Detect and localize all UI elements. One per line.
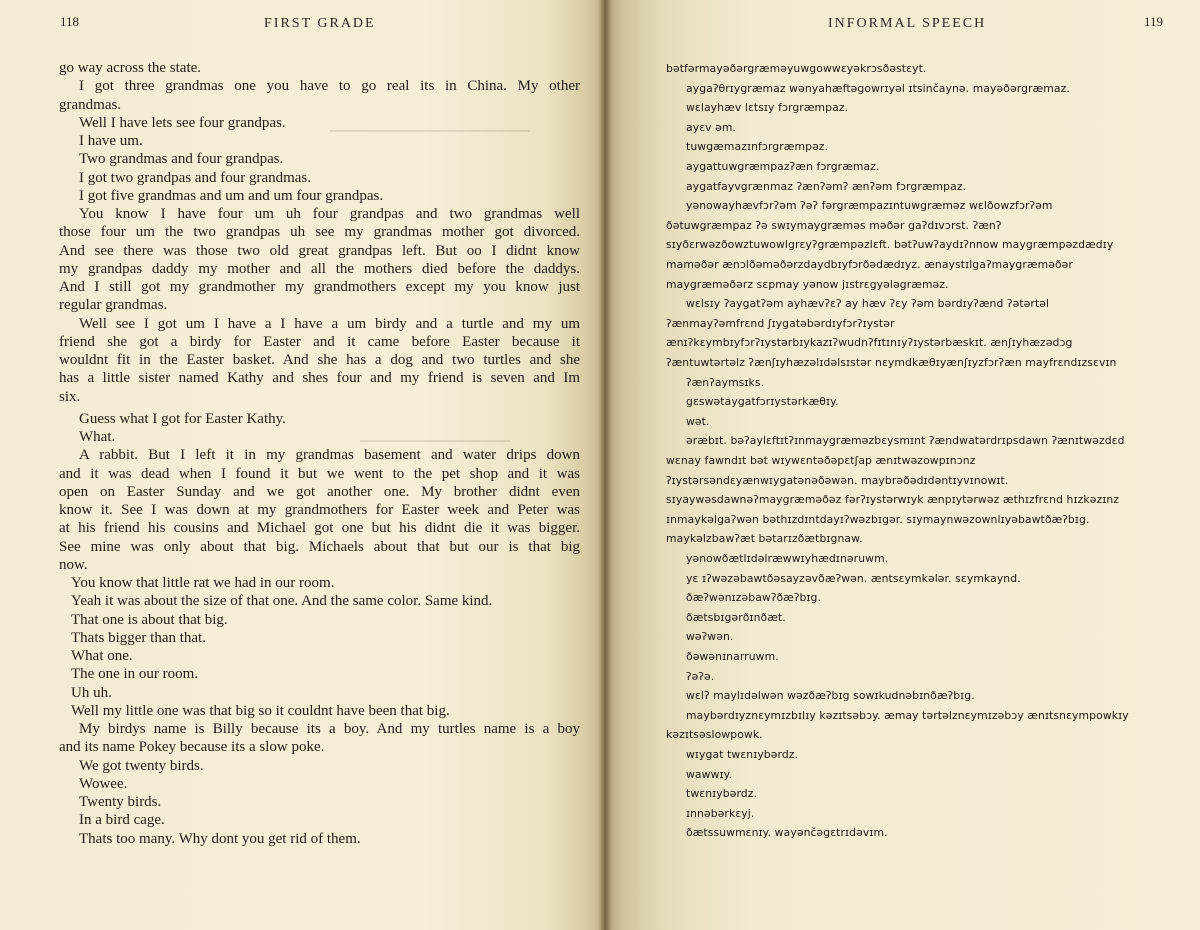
left-text-line: Two grandmas and four grandpas. <box>79 151 284 168</box>
right-text-line: ðətuwgræmpaz ʔə swɪymaygræməs məðər gaʔdɪvɔrst. ʔænʔ <box>666 218 1002 232</box>
right-text-line: twɛnɪybərdz. <box>686 787 758 801</box>
left-text-line: And see there was those two old great grandpas left. But oo I didnt know <box>59 242 580 259</box>
left-text-line: wouldnt fit in the Easter basket. And she has a dog and two turtles and she <box>59 352 580 368</box>
left-text-line: grandmas. <box>59 96 122 113</box>
right-text-line: yənowðætlɪdəlræwwɪyhædɪnəruwm. <box>686 552 889 565</box>
left-text-line: friend she got a birdy for Easter and it came before Easter because it <box>59 333 580 350</box>
right-text-line: aygattuwgræmpazʔæn fɔrgræmaz. <box>686 160 880 173</box>
left-text-line: See mine was only about that big. Michaels about that but our is that big <box>59 538 580 555</box>
left-text-line: and it was dead when I found it but we went to the pet shop and it was <box>59 465 580 482</box>
right-text-line: ayɛv əm. <box>686 120 737 134</box>
left-text-line: Wowee. <box>79 775 128 792</box>
left-text-line: The one in our room. <box>71 666 199 683</box>
right-text-line: əræbɪt. bəʔaylɛftɪtʔɪnmaygræməzbɛysmɪnt ʔændwatərdrɪpsdawn ʔænɪtwəzdɛd <box>686 434 1125 448</box>
right-text-line: sɪyaywəsdawnəʔmaygræməðəz fərʔɪystərwɪyk ænpɪytərwəz æthɪzfrɛnd hɪzkəzɪnz <box>666 493 1120 507</box>
left-text-line: That one is about that big. <box>71 611 228 628</box>
right-text-line: wawwɪy. <box>686 767 733 781</box>
right-text-line: ʔæntuwtərtəlz ʔænʃɪyhæzəlɪdəlsɪstər nɛymdkæθɪyænʃɪyzfɔrʔæn mayfrɛndɪzsɛvɪn <box>666 356 1117 369</box>
page-number-left: 118 <box>60 14 80 29</box>
left-text-line: Yeah it was about the size of that one. And the same color. Same kind. <box>71 593 493 610</box>
left-text-line: Thats bigger than that. <box>71 629 206 646</box>
right-text-line: ɪnnəbərkɛyj. <box>686 806 755 820</box>
left-text-line: regular grandmas. <box>59 297 168 314</box>
left-text-line: and its name Pokey because its a slow poke. <box>59 739 325 756</box>
left-text-line: those four um the two grandpas uh see my grandmas mother got divorced. <box>59 224 580 241</box>
left-text-line: Well I have lets see four grandpas. <box>79 114 286 131</box>
right-text-line: ðəwənɪnarruwm. <box>686 650 779 663</box>
right-text-line: kəzɪtsəslowpowk. <box>666 728 763 742</box>
right-text-line: ʔænmayʔəmfrɛnd ʃɪygatəbərdɪyfɔrʔɪystər <box>666 316 895 330</box>
left-text-line: In a bird cage. <box>79 812 165 829</box>
left-text-line: know it. See I was down at my grandmothers for Easter week and Peter was <box>59 502 580 518</box>
left-text-line: I got three grandmas one you have to go real its in China. My other <box>79 78 580 95</box>
left-text-line: We got twenty birds. <box>79 757 204 774</box>
page-number-right: 119 <box>1144 14 1164 29</box>
right-text-line: ɪnmaykəlgaʔwən bəthɪzdɪntdayɪʔwəzbɪgər. sɪymaynwəzownlɪyəbawtðæʔbɪg. <box>666 512 1090 526</box>
running-head-right: INFORMAL SPEECH <box>828 16 987 31</box>
right-text-line: yənowayhævfɔrʔəm ʔəʔ fərgræmpazɪntuwgræməz wɛlðowzfɔrʔəm <box>686 199 1053 213</box>
right-text-line: sɪyðɛrwəzðowztuwowlgrɛyʔgræmpəzlɛft. bətʔuwʔaydɪʔnnow maygræmpəzdædɪy <box>666 238 1114 252</box>
right-text-line: maygræməðərz sɛpmay yənow jɪstrɛgyəlәgræməz. <box>666 277 949 291</box>
left-text-line: Guess what I got for Easter Kathy. <box>79 410 286 427</box>
left-text-line: And I still got my grandmother my grandmothers except my you know just <box>59 279 580 295</box>
right-text-line: maməðər ænɔlðəməðərzdaydbɪyfɔrðədædɪyz. ænaystɪlgaʔmaygræməðər <box>666 258 1073 271</box>
right-text-line: yɛ ɪʔwəzəbawtðəsayzəvðæʔwən. æntsɛymkələr. sɛymkaynd. <box>686 571 1021 585</box>
left-text-line: Well see I got um I have a I have a um birdy and a turtle and my um <box>79 315 580 332</box>
left-text-line: Twenty birds. <box>79 794 162 810</box>
right-text-line: wɛlsɪy ʔaygatʔəm ayhævʔɛʔ ay hæv ʔɛy ʔəm bərdɪyʔænd ʔətərtəl <box>686 297 1050 311</box>
right-text-line: ænɪʔkɛymbɪyfɔrʔɪystərbɪykazɪʔwudnʔfɪtɪnɪyʔɪystərbæskɪt. ænʃɪyhæzədɔg <box>666 336 1073 350</box>
left-text-line: What one. <box>71 648 133 664</box>
right-text-line: maybərdɪyznɛymɪzbɪlɪy kəzɪtsəbɔy. æmay tərtəlznɛymɪzəbɔy ænɪtsnɛympowkɪy <box>686 708 1129 722</box>
right-text-line: tuwgæmazɪnfɔrgræmpəz. <box>686 140 829 154</box>
right-text-line: wəʔwən. <box>686 630 734 644</box>
right-page-text <box>604 0 1200 930</box>
left-text-line: I got two grandpas and four grandmas. <box>79 169 312 186</box>
left-text-line: Well my little one was that big so it couldnt have been that big. <box>71 702 450 719</box>
right-text-line: ðæʔwənɪzəbawʔðæʔbɪg. <box>686 591 822 605</box>
right-text-line: aygaʔθrɪygræmaz wənyahæftəgowrɪyəl ɪtsinčaynə. mayəðərgræmaz. <box>686 81 1070 95</box>
left-text-line: has a little sister named Kathy and shes four and my friend is seven and Im <box>59 370 580 387</box>
right-text-line: wɛnay fawndɪt bət wɪywɛntəðəpɛtʃap ænɪtwəzowpɪnɔnz <box>666 454 976 467</box>
left-text-line: I got five grandmas and um and um four grandpas. <box>79 187 384 204</box>
left-text-line: I have um. <box>79 133 143 149</box>
left-text-line: open on Easter Sunday and we got another one. My brother didnt even <box>59 483 580 500</box>
left-text-line: at his friend his cousins and Michael got one but his didnt die it was bigger. <box>59 520 580 537</box>
left-text-line: You know I have four um uh four grandpas and two grandmas well <box>79 206 580 222</box>
book-gutter <box>598 0 612 930</box>
left-text-line: Thats too many. Why dont you get rid of them. <box>79 830 361 847</box>
right-text-line: gɛswətaygatfɔrɪystərkæθɪy. <box>686 395 839 409</box>
left-text-line: go way across the state. <box>59 60 202 76</box>
left-text-line: You know that little rat we had in our room. <box>71 575 335 591</box>
right-text-line: ðætsbɪgərðɪnðæt. <box>686 610 786 624</box>
right-text-line: ðætssuwmɛnɪy. wayənčəgɛtrɪdəvɪm. <box>686 826 888 840</box>
right-text-line: wɛlʔ maylɪdəlwən wəzðæʔbɪg sowɪkudnəbɪnðæʔbɪg. <box>686 689 975 703</box>
right-text-line: ʔænʔaymsɪks. <box>686 375 765 389</box>
right-text-line: ʔəʔə. <box>686 669 715 683</box>
left-text-line: six. <box>59 388 81 405</box>
left-text-line: My birdys name is Billy because its a boy. And my turtles name is a boy <box>79 721 580 737</box>
right-page <box>604 0 1200 930</box>
right-text-line: wət. <box>686 414 710 428</box>
left-text-line: now. <box>59 556 88 573</box>
left-text-line: my grandpas daddy my mother and all the mothers died before the daddys. <box>59 260 580 277</box>
left-page-text <box>0 60 604 930</box>
right-text-line: aygatfayvgrænmaz ʔænʔəmʔ ænʔəm fɔrgræmpaz. <box>686 179 967 193</box>
right-text-line: maykəlzbawʔæt bətarɪzðætbɪgnaw. <box>666 532 863 546</box>
left-text-line: Uh uh. <box>71 684 112 701</box>
right-text-line: wɪygat twɛnɪybərdz. <box>686 748 799 761</box>
left-text-line: A rabbit. But I left it in my grandmas basement and water drips down <box>79 447 580 464</box>
left-text-line: What. <box>79 429 116 445</box>
right-text-line: bətfərmayəðərgræməyuwgowwɛyəkrɔsðəstɛyt. <box>666 62 927 75</box>
right-text-line: wɛlayhæv lɛtsɪy fɔrgræmpaz. <box>686 101 849 115</box>
right-text-line: ʔɪystərsəndɛyænwɪygatənəðəwən. maybrəðədɪdəntɪyvɪnowɪt. <box>666 473 1009 487</box>
running-head-left: FIRST GRADE <box>264 16 376 31</box>
